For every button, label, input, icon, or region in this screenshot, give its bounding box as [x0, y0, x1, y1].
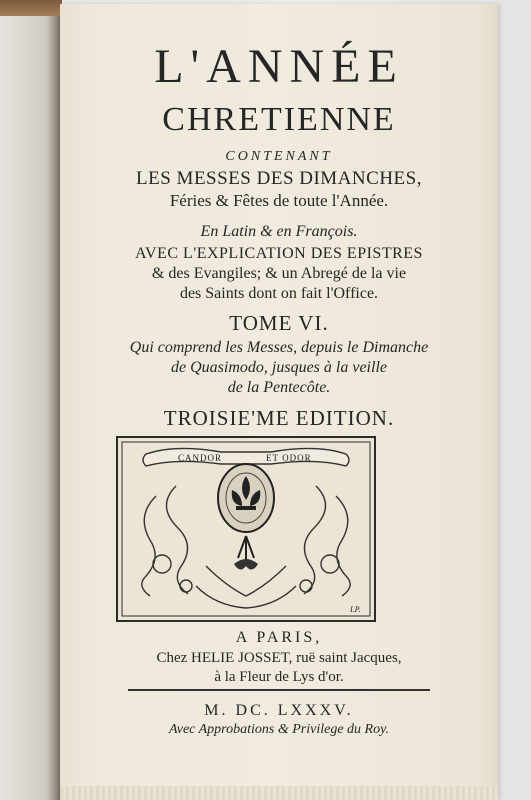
- contents-line-3: de la Pentecôte.: [227, 379, 331, 396]
- vignette-banner-right: ET ODOR: [266, 453, 312, 463]
- publication-year: M. DC. LXXXV.: [204, 702, 354, 719]
- imprint-shop-sign: à la Fleur de Lys d'or.: [214, 669, 344, 685]
- subtitle-feries: Féries & Fêtes de toute l'Année.: [169, 191, 389, 210]
- subtitle-explication: AVEC L'EXPLICATION DES EPISTRES: [135, 245, 423, 262]
- volume-number: TOME VI.: [229, 311, 329, 335]
- contents-line-2: de Quasimodo, jusques à la veille: [171, 359, 387, 376]
- edition-statement: TROISIE'ME EDITION.: [163, 406, 395, 430]
- imprint-city: A PARIS,: [235, 629, 323, 646]
- spine-leather-band: [0, 0, 62, 16]
- book-spine: [0, 0, 62, 800]
- vignette-banner-left: CANDOR: [178, 453, 223, 463]
- imprint-rule: [128, 689, 430, 691]
- subtitle-messes: LES MESSES DES DIMANCHES,: [136, 168, 422, 189]
- subtitle-contenant: CONTENANT: [225, 149, 333, 164]
- engraver-signature: I.P.: [350, 605, 361, 614]
- page-edges: [60, 786, 498, 800]
- printers-device-vignette: [116, 436, 376, 622]
- imprint-printer: Chez HELIE JOSSET, ruë saint Jacques,: [156, 650, 402, 666]
- privilege-line: Avec Approbations & Privilege du Roy.: [168, 722, 390, 737]
- subtitle-latin: En Latin & en François.: [200, 223, 358, 240]
- subtitle-saints: des Saints dont on fait l'Office.: [179, 285, 379, 302]
- title-annee: L'ANNÉE: [154, 40, 404, 93]
- title-chretienne: CHRETIENNE: [162, 101, 396, 138]
- contents-line-1: Qui comprend les Messes, depuis le Dimanche: [129, 339, 429, 356]
- subtitle-evangiles: & des Evangiles; & un Abregé de la vie: [151, 265, 407, 282]
